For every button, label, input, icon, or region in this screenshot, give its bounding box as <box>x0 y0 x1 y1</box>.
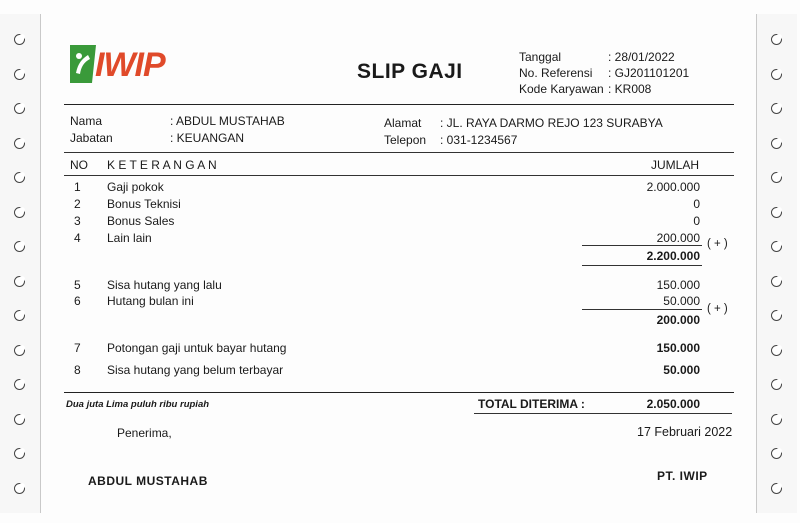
tractor-hole <box>771 241 782 252</box>
tractor-hole <box>771 414 782 425</box>
footer-date: 17 Februari 2022 <box>637 425 733 439</box>
tanggal-value: : 28/01/2022 <box>608 50 675 64</box>
slip-title: SLIP GAJI <box>357 60 463 83</box>
total-value: 2.050.000 <box>646 397 700 411</box>
penerima-label: Penerima, <box>117 426 172 440</box>
row-no: 2 <box>74 197 81 211</box>
terbilang-text: Dua juta Lima puluh ribu rupiah <box>66 399 210 410</box>
alamat-value: : JL. RAYA DARMO REJO 123 SURABYA <box>440 116 663 130</box>
kode-karyawan-value: : KR008 <box>608 82 652 96</box>
logo-text: IWIP <box>95 46 165 84</box>
tractor-hole <box>14 241 25 252</box>
right-tractor-strip <box>756 14 797 513</box>
tractor-hole <box>14 103 25 114</box>
logo-emblem-icon <box>68 43 98 85</box>
jabatan-value: : KEUANGAN <box>170 131 245 145</box>
tractor-hole <box>771 483 782 494</box>
row-desc: Lain lain <box>107 231 152 245</box>
tractor-hole <box>771 69 782 80</box>
tractor-hole <box>14 448 25 459</box>
tanggal-label: Tanggal <box>519 50 562 64</box>
row-amount: 2.000.000 <box>646 180 700 194</box>
tractor-hole <box>771 207 782 218</box>
row-amount: 0 <box>693 214 700 228</box>
tractor-hole <box>14 310 25 321</box>
tractor-hole <box>771 276 782 287</box>
tractor-hole <box>771 103 782 114</box>
telepon-value: : 031-1234567 <box>440 133 518 147</box>
kode-karyawan-label: Kode Karyawan <box>519 82 604 96</box>
row-no: 4 <box>74 231 81 245</box>
tractor-hole <box>771 379 782 390</box>
row-amount: 150.000 <box>656 341 700 355</box>
tractor-hole <box>14 207 25 218</box>
tractor-hole <box>14 414 25 425</box>
debt-sum-line <box>582 309 702 310</box>
telepon-label: Telepon <box>384 133 427 147</box>
debt-plus-marker: ( + ) <box>707 303 728 315</box>
signature-employee: ABDUL MUSTAHAB <box>88 474 208 488</box>
table-header-divider <box>64 175 734 176</box>
row-desc: Gaji pokok <box>107 180 164 194</box>
nama-value: : ABDUL MUSTAHAB <box>170 114 285 128</box>
tractor-hole <box>14 379 25 390</box>
row-no: 3 <box>74 214 81 228</box>
tractor-hole <box>771 172 782 183</box>
row-no: 7 <box>74 341 81 355</box>
tractor-hole <box>771 448 782 459</box>
tractor-hole <box>14 345 25 356</box>
total-top-divider <box>64 392 734 393</box>
jabatan-label: Jabatan <box>70 131 113 145</box>
tractor-hole <box>771 138 782 149</box>
row-no: 8 <box>74 363 81 377</box>
tractor-hole <box>14 138 25 149</box>
row-no: 5 <box>74 278 81 292</box>
row-no: 1 <box>74 180 81 194</box>
company-logo <box>68 43 196 85</box>
row-amount: 50.000 <box>663 363 700 377</box>
row-desc: Sisa hutang yang belum terbayar <box>107 363 284 377</box>
tractor-hole <box>14 69 25 80</box>
signature-company: PT. IWIP <box>657 469 708 483</box>
row-desc: Potongan gaji untuk bayar hutang <box>107 341 287 355</box>
col-keterangan-header: K E T E R A N G A N <box>107 158 217 172</box>
tractor-hole <box>771 34 782 45</box>
row-amount: 200.000 <box>656 231 700 245</box>
nama-label: Nama <box>70 114 103 128</box>
total-label: TOTAL DITERIMA : <box>478 397 585 411</box>
debt-total: 200.000 <box>656 313 700 327</box>
income-sum-line <box>582 245 702 246</box>
total-underline <box>474 413 732 414</box>
tractor-hole <box>771 310 782 321</box>
tractor-hole <box>14 34 25 45</box>
alamat-label: Alamat <box>384 116 422 130</box>
row-amount: 150.000 <box>656 278 700 292</box>
col-jumlah-header: JUMLAH <box>651 158 700 172</box>
tractor-hole <box>14 483 25 494</box>
income-total: 2.200.000 <box>646 249 700 263</box>
tractor-hole <box>771 345 782 356</box>
row-amount: 50.000 <box>663 294 700 308</box>
row-desc: Bonus Sales <box>107 214 175 228</box>
tractor-hole <box>14 276 25 287</box>
row-desc: Bonus Teknisi <box>107 197 181 211</box>
referensi-value: : GJ201101201 <box>608 66 690 80</box>
col-no-header: NO <box>70 158 88 172</box>
row-desc: Sisa hutang yang lalu <box>107 278 222 292</box>
tractor-hole <box>14 172 25 183</box>
header-divider <box>64 104 734 105</box>
info-divider <box>64 152 734 153</box>
row-desc: Hutang bulan ini <box>107 294 194 308</box>
referensi-label: No. Referensi <box>519 66 593 80</box>
row-no: 6 <box>74 294 81 308</box>
income-plus-marker: ( + ) <box>707 238 728 250</box>
row-amount: 0 <box>693 197 700 211</box>
income-total-underline <box>582 265 702 266</box>
left-tractor-strip <box>0 14 41 513</box>
